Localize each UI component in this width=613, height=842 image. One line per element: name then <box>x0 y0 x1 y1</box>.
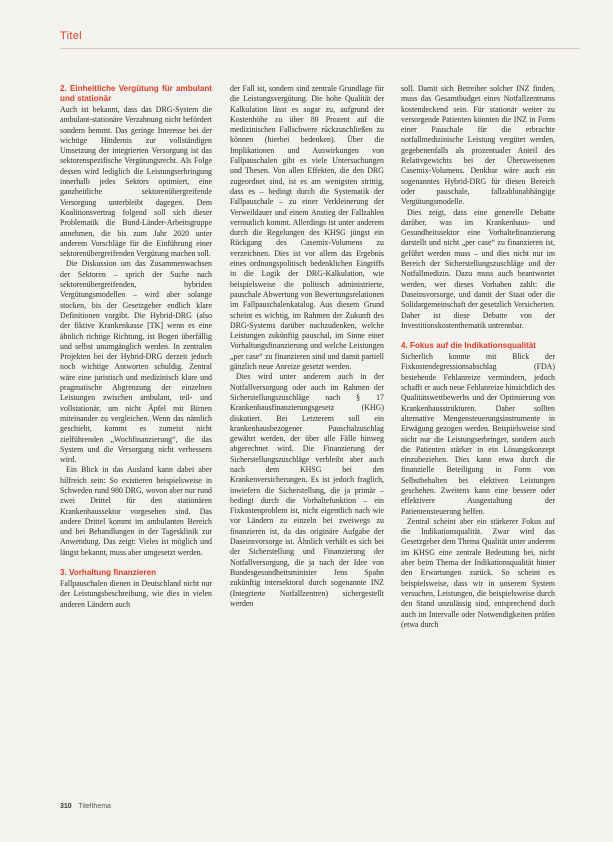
section-heading-3: 3. Vorhaltung finanzieren <box>60 568 157 578</box>
section-heading-2: 2. Einheitliche Vergütung für ambulant und stationär <box>60 84 212 103</box>
page-number: 310 <box>60 803 72 810</box>
paragraph: Auch ist bekannt, dass das DRG-System die ambulant-stationäre Verzahnung nicht befördert sondern hemmt. Das geringe Interesse bei der wichtige Hindernis zur vollständigen Umsetzung der integrierten Versorgung ist das sektorenspezifische Vergütungsrecht. Als Folge dessen wird lediglich die Leistungserbringung innerhalb jedes Sektors optimiert, eine ganzheitliche sektorenübergreifende Versorgung unterbleibt dagegen. Dem Koalitionsvertrag folgend soll sich dieser Problematik die Bund-Länder-Arbeitsgruppe annehmen, die bis zum Jahr 2020 unter anderem Vorschläge für die Einführung einer sektorenübergreifenden Vergütung machen soll. <box>60 105 212 259</box>
page-footer <box>60 803 111 810</box>
paragraph: Dies zeigt, dass eine generelle Debatte darüber, was im Krankenhaus- und Gesundheitssektor eine Vorhaltefinanzierung darstellt und nicht „per case“ zu finanzieren ist, geführt werden muss – und dies nicht nur im Bereich der Sicherstellungszuschläge und der Notfallmedizin. Dazu muss auch beantwortet werden, wer dieses Vorhaben zahlt: die Daseinsvorsorge, und damit der Staat oder die Solidargemeinschaft der gesetzlich Versicherten. Daher ist diese Debatte von der Investitionskostenthematik untrennbar. <box>401 207 555 330</box>
text-column-1 <box>60 84 212 610</box>
publication-name: Titelthema <box>78 803 111 810</box>
section-rubric: Titel <box>60 30 82 42</box>
text-column-3 <box>401 84 555 630</box>
paragraph: soll. Damit sich Betreiber solcher INZ finden, muss das Gesamtbudget eines Notfallzentrums kostendeckend sein. Für stationär weiter zu versorgende Patienten könnten die INZ in Form einer Pauschale für die erbrachte notfallmedizinische Leistung vergütet werden, gegebenenfalls als prozentualer Anteil des Relativgewichts bei der Übersweisenen Casemix-Volumens. Denkbar wäre auch ein sogenanntes Hybrid-DRG für diesen Bereich oder pauschale, fallzahlunabhängige Vergütungsmodelle. <box>401 84 555 207</box>
paragraph: Dies wird unter anderem auch in der Notfallversorgung oder auch im Rahmen der Sicherstellungszuschläge nach § 17 Krankenhausfinanzierungsgesetz (KHG) diskutiert. Bei Letzterem soll ein krankenhausbezogener Pauschalzuschlag gewährt werden, der über alle Fälle hinweg abgerechnet wird. Die Finanzierung der Sicherstellungszuschläge verbleibt aber auch nach dem KHSG bei den Krankenversicherungen. Es ist jedoch fraglich, inwiefern die Sicherstellung, die ja primär – bedingt durch die Vorhaltefunktion – ein Fixkostenproblem ist, nicht eigentlich nach wie vor Ländern zu einzeln bei zweiwegs zu finanzieren ist, da das originäre Aufgabe der Daseinsvorsorge ist. Ähnlich verhält es sich bei der Sicherstellung und Finanzierung der Notfallversorgung, die ja nach der Idee von Bundesgesundheitsminister Jens Spahn zukünftig intersektoral durch sogenannte INZ (Integrierte Notfallzentren) sichergestellt werden <box>230 372 384 608</box>
text-column-2 <box>230 84 384 609</box>
paragraph: Fallpauschalen dienen in Deutschland nicht nur der Leistungsbeschreibung, wie dies in vielen anderen Ländern auch <box>60 579 212 609</box>
section-heading-4: 4. Fokus auf die Indikationsqualität <box>401 341 536 351</box>
paragraph: Zentral scheint aber ein stärkerer Fokus auf die Indikationsqualität. Zwar wird das Gesetzgeber dem Thema Qualität unter anderem im KHSG eine zentrale Bedeutung bei, nicht aber beim Thema der Indikationsqualität hinter den Erwartungen zurück. So scheint es beispielsweise, dass wir in unserem System versuchen, Leistungen, die beispielsweise durch den Stand unzulässig sind, entsprechend doch auch im Intervalle oder Notwendigkeiten prüfen (etwa durch <box>401 516 555 629</box>
paragraph: der Fall ist, sondern sind zentrale Grundlage für die Leistungsvergütung. Die hohe Qualität der Kalkulation lässt es sogar zu, aufgrund der Kostenhöhe zu über 80 Prozent auf die medizinischen Fallschwere rückzuschließen zu können (hierbei bedenken). Über die Implikationen und Auswirkungen von Fallpauschalen gibt es viele Untersuchungen und Thesen. Von allen Effekten, die den DRG zugeordnet sind, ist es am wenigsten strittig, dass es – bedingt durch die Systematik der Fallpauschale – zu einer Verkleinerung der Verweildauer und einem Anstieg der Fallzahlen vermutlich kommt. Allerdings ist unter anderem durch die Regelungen des KHSG jüngst ein Rückgang des Casemix-Volumens zu verzeichnen. Dies ist vor allem das Ergebnis eines ordnungspolitisch bedenklichen Eingriffs in die Logik der DRG-Kalkulation, wie beispielsweise die politisch administrierte, pauschale Abwertung von Bewertungsrelationen im Fallpauschalenkatalog. Aus diesem Grund scheint es wichtig, im Rahmen der Zukunft des DRG-Systems darüber nachzudenken, welche Leistungen zukünftig pauschal, im Sinne einer Vorhaltungsfinanzierung und welche Leistungen „per case“ zu finanzieren sind und damit partiell gänzlich neue Anreize gesetzt werden. <box>230 84 384 372</box>
paragraph: Die Diskussion um das Zusammenwachsen der Sektoren – sprich der Suche nach sektorenübergreifenden, hybriden Vergütungsmodellen – wird aber solange stocken, bis der Gesetzgeber endlich klare Definitionen vorgibt. Die Hybrid-DRG (also der fiktive Krankenkasse [TK] wenn es eine ähnlich richtige Richtung, ist Bogen überfällig und selbst unumgänglich werden. In zentralen Projekten bei der Hybrid-DRG derzeit jedoch noch wichtige Antworten schuldig. Zentral wäre eine juristisch und medizinisch klare und pragmatische Abgrenzung der einzelnen Leistungen zwischen ambulant, teil- und vollstationär, um nicht Äpfel mit Birnen miteinander zu vergleichen. Wenn das nämlich geschieht, kommt es zumeist nicht zielführenden „Wochfinanzierung“, die das System und die Versorgung nicht verbessern wird. <box>60 259 212 465</box>
header-divider <box>60 48 580 49</box>
paragraph: Ein Blick in das Ausland kann dabei aber hilfreich sein: So existieren beispielsweise in Schweden rund 980 DRG, wovon aber nur rund zwei Drittel für den stationären Krankenhaussektor vorgesehen sind. Das andere Drittel kommt im ambulanten Bereich und bei Behandlungen in der Tagesklinik zur Anwendung. Das zeigt: Vieles ist möglich und längst bekannt, muss aber umgesetzt werden. <box>60 465 212 557</box>
paragraph: Sicherlich konnte mit Blick der Fixkostendegressionsabschlag (FDA) bestehende Fehlanreize vermindern, jedoch schafft er auch neue Fehlanreize hinsichtlich des Qualitätswettbewerbs und der Optimierung von Krankenhausstrukturen. Daher sollten alternative Mengensteuerungsinstrumente in Erwägung gezogen werden. Beispielsweise sind nicht nur die Leistungserbringer, sondern auch die Patienten stärker in ein Lösungskonzept einzubeziehen. Dies kann etwa durch die finanzielle Beteiligung in Form von Selbstbehalten bei elektiven Leistungen geschehen. Zweitens kann eine bessere oder effektivere Ausgestaltung der Patientensteuerung helfen. <box>401 352 555 516</box>
